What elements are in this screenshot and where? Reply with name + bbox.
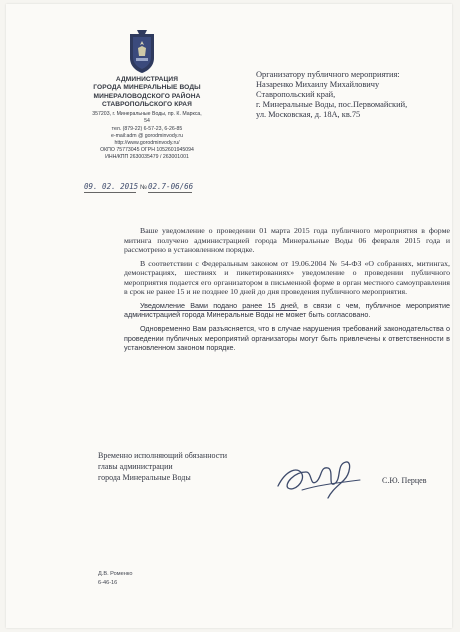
letter-body bbox=[124, 226, 450, 357]
organization-contacts: тел. (879-22) 6-57-23, 6-26-85 e-mail:adm @ gorodminvody.ru http://www.gorodminvody.ru/ ОКПО 75773045 ОГРН 1052601945094 ИНН/КПП 2630035479 / 263001001 bbox=[100, 126, 194, 161]
number-underline bbox=[148, 192, 192, 193]
registration-date: 09. 02. 2015 bbox=[84, 182, 139, 191]
addressee-block: Организатору публичного мероприятия: Назаренко Михаилу Михайловичу Ставропольский край, г. Минеральные Воды, пос.Первомайский, ул. Московская, д. 18А, кв.75 bbox=[256, 70, 408, 120]
paragraph-refusal bbox=[124, 301, 450, 320]
paragraph-warning: Одновременно Вам разъясняется, что в случае нарушения требований законодательства о проведении публичных мероприятий организаторы могут быть привлечены к ответственности в установленном законом порядке. bbox=[124, 324, 450, 353]
paragraph-law-reference: В соответствии с Федеральным законом от 19.06.2004 № 54-ФЗ «О собраниях, митингах, демонстрациях, шествиях и пикетированиях» уведомление о проведении публичного мероприятия подается его организатором в письменной форме в орган местного самоуправления в срок не ранее 15 и не позднее 10 дней до дня проведения публичного мероприятия. bbox=[124, 258, 450, 297]
number-sign: № bbox=[140, 184, 147, 191]
date-underline bbox=[84, 192, 136, 193]
paragraph-notice-received: Ваше уведомление о проведении 01 марта 2015 года публичного мероприятия в форме митинга получено администрацией города Минеральные Воды 06 февраля 2015 года и рассмотрено в установленном порядке. bbox=[124, 226, 450, 254]
executor-note: Д.В. Роменко 6-46-16 bbox=[98, 571, 133, 586]
refusal-text: , в связи с чем, публичное мероприятие администрацией города Минеральные Воды не может быть согласовано. bbox=[124, 300, 451, 320]
letter-sheet bbox=[6, 4, 452, 628]
signatory-name: С.Ю. Перцев bbox=[382, 476, 427, 485]
organization-address: 357203, г. Минеральные Воды, пр. К. Маркса, 54 bbox=[92, 110, 202, 125]
handwritten-signature bbox=[272, 452, 366, 506]
underlined-phrase: Уведомление Вами подано ранее 15 дней bbox=[140, 300, 297, 310]
sender-block bbox=[82, 76, 212, 161]
organization-title: АДМИНИСТРАЦИЯ ГОРОДА МИНЕРАЛЬНЫЕ ВОДЫ МИНЕРАЛОВОДСКОГО РАЙОНА СТАВРОПОЛЬСКОГО КРАЯ bbox=[93, 76, 201, 109]
registration-number: 02.7-06/66 bbox=[148, 182, 194, 191]
coat-of-arms-icon bbox=[127, 30, 157, 74]
registration-line bbox=[84, 180, 214, 194]
signatory-position: Временно исполняющий обязанности главы администрации города Минеральные Воды bbox=[98, 451, 228, 482]
